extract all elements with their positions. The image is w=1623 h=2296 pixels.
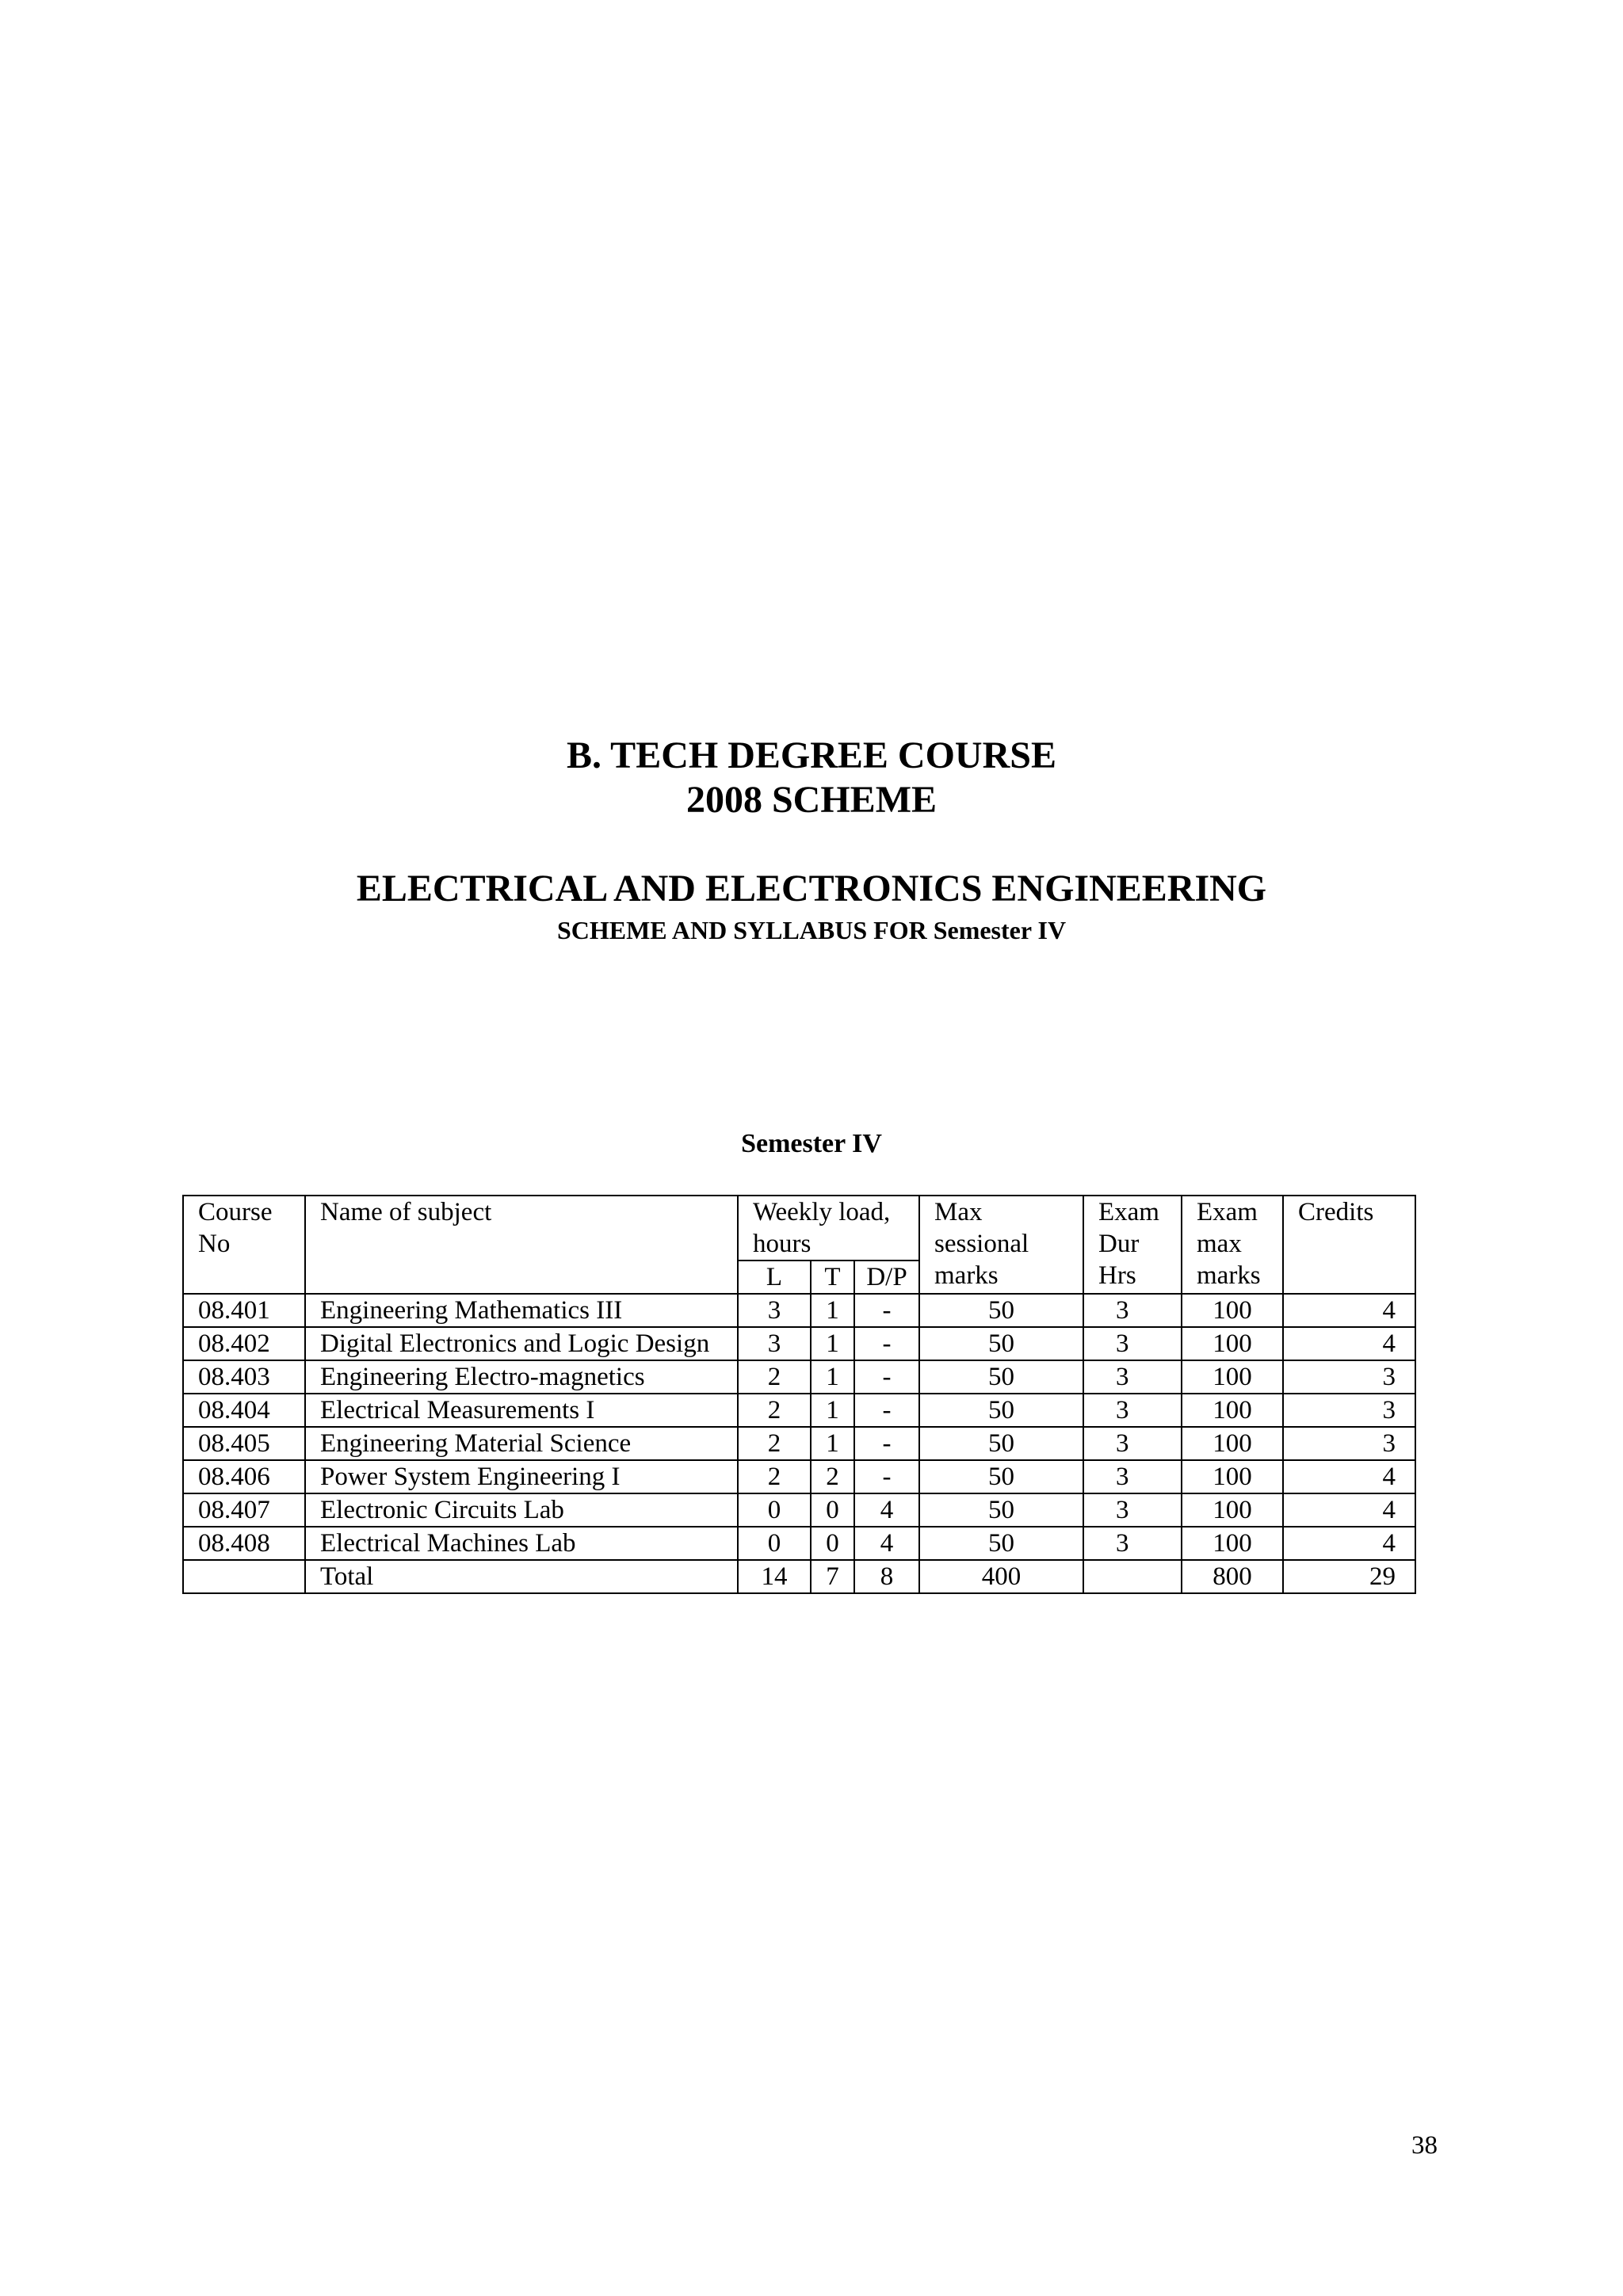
credits-cell: 4 — [1283, 1327, 1415, 1360]
sessional-cell: 50 — [919, 1327, 1083, 1360]
tutorial-cell: 2 — [811, 1460, 854, 1493]
table-row — [183, 1427, 1415, 1460]
exam-max-cell: 100 — [1182, 1527, 1283, 1560]
tutorial-cell: 0 — [811, 1527, 854, 1560]
credits-cell: 4 — [1283, 1493, 1415, 1527]
page-number: 38 — [1411, 2131, 1438, 2160]
table-row — [183, 1493, 1415, 1527]
table-row — [183, 1394, 1415, 1427]
subject-name-cell: Digital Electronics and Logic Design — [305, 1327, 738, 1360]
header-l: L — [738, 1261, 811, 1294]
table-row — [183, 1460, 1415, 1493]
lecture-cell: 0 — [738, 1527, 811, 1560]
total-lecture-cell: 14 — [738, 1560, 811, 1593]
credits-cell: 3 — [1283, 1427, 1415, 1460]
total-sessional-cell: 400 — [919, 1560, 1083, 1593]
course-no-cell: 08.405 — [183, 1427, 305, 1460]
subject-name-cell: Electrical Measurements I — [305, 1394, 738, 1427]
exam-dur-cell: 3 — [1083, 1294, 1182, 1327]
exam-max-cell: 100 — [1182, 1427, 1283, 1460]
table-row — [183, 1327, 1415, 1360]
sessional-cell: 50 — [919, 1527, 1083, 1560]
header-row — [183, 1196, 1415, 1261]
practical-cell: - — [854, 1427, 919, 1460]
subject-name-cell: Electrical Machines Lab — [305, 1527, 738, 1560]
sessional-cell: 50 — [919, 1394, 1083, 1427]
exam-dur-cell: 3 — [1083, 1427, 1182, 1460]
total-credits-cell: 29 — [1283, 1560, 1415, 1593]
lecture-cell: 2 — [738, 1394, 811, 1427]
sessional-cell: 50 — [919, 1493, 1083, 1527]
subject-name-cell: Electronic Circuits Lab — [305, 1493, 738, 1527]
credits-cell: 3 — [1283, 1360, 1415, 1394]
header-exam-dur: Exam Dur Hrs — [1083, 1196, 1182, 1294]
lecture-cell: 2 — [738, 1427, 811, 1460]
exam-max-cell: 100 — [1182, 1294, 1283, 1327]
total-course-no-cell — [183, 1560, 305, 1593]
exam-dur-cell: 3 — [1083, 1327, 1182, 1360]
tutorial-cell: 1 — [811, 1327, 854, 1360]
sessional-cell: 50 — [919, 1427, 1083, 1460]
practical-cell: - — [854, 1294, 919, 1327]
lecture-cell: 2 — [738, 1360, 811, 1394]
total-practical-cell: 8 — [854, 1560, 919, 1593]
course-no-cell: 08.401 — [183, 1294, 305, 1327]
course-title: B. TECH DEGREE COURSE — [567, 734, 1056, 776]
subject-name-cell: Engineering Material Science — [305, 1427, 738, 1460]
course-no-cell: 08.408 — [183, 1527, 305, 1560]
practical-cell: - — [854, 1460, 919, 1493]
table-row — [183, 1360, 1415, 1394]
course-no-cell: 08.404 — [183, 1394, 305, 1427]
exam-dur-cell: 3 — [1083, 1394, 1182, 1427]
table-row — [183, 1294, 1415, 1327]
sessional-cell: 50 — [919, 1460, 1083, 1493]
course-no-cell: 08.406 — [183, 1460, 305, 1493]
header-course-no: Course No — [183, 1196, 305, 1294]
total-tutorial-cell: 7 — [811, 1560, 854, 1593]
exam-max-cell: 100 — [1182, 1394, 1283, 1427]
tutorial-cell: 1 — [811, 1394, 854, 1427]
practical-cell: 4 — [854, 1527, 919, 1560]
exam-dur-cell: 3 — [1083, 1527, 1182, 1560]
lecture-cell: 0 — [738, 1493, 811, 1527]
credits-cell: 4 — [1283, 1294, 1415, 1327]
tutorial-cell: 1 — [811, 1294, 854, 1327]
lecture-cell: 3 — [738, 1327, 811, 1360]
header-credits: Credits — [1283, 1196, 1415, 1294]
header-exam-max: Exam max marks — [1182, 1196, 1283, 1294]
exam-dur-cell: 3 — [1083, 1493, 1182, 1527]
credits-cell: 3 — [1283, 1394, 1415, 1427]
total-exam-max-cell: 800 — [1182, 1560, 1283, 1593]
scheme-table — [182, 1195, 1416, 1594]
sessional-cell: 50 — [919, 1294, 1083, 1327]
practical-cell: - — [854, 1360, 919, 1394]
sessional-cell: 50 — [919, 1360, 1083, 1394]
credits-cell: 4 — [1283, 1527, 1415, 1560]
practical-cell: - — [854, 1327, 919, 1360]
tutorial-cell: 0 — [811, 1493, 854, 1527]
header-weekly-load: Weekly load, hours — [738, 1196, 919, 1261]
course-no-cell: 08.403 — [183, 1360, 305, 1394]
scheme-title: 2008 SCHEME — [685, 779, 938, 821]
exam-dur-cell: 3 — [1083, 1460, 1182, 1493]
subject-name-cell: Engineering Mathematics III — [305, 1294, 738, 1327]
total-exam-dur-cell — [1083, 1560, 1182, 1593]
total-row — [183, 1560, 1415, 1593]
subject-name-cell: Power System Engineering I — [305, 1460, 738, 1493]
total-label-cell: Total — [305, 1560, 738, 1593]
course-no-cell: 08.407 — [183, 1493, 305, 1527]
header-dp: D/P — [854, 1261, 919, 1294]
subject-name-cell: Engineering Electro-magnetics — [305, 1360, 738, 1394]
tutorial-cell: 1 — [811, 1360, 854, 1394]
exam-max-cell: 100 — [1182, 1360, 1283, 1394]
practical-cell: 4 — [854, 1493, 919, 1527]
tutorial-cell: 1 — [811, 1427, 854, 1460]
header-t: T — [811, 1261, 854, 1294]
lecture-cell: 3 — [738, 1294, 811, 1327]
header-subject-name: Name of subject — [305, 1196, 738, 1294]
table-row — [183, 1527, 1415, 1560]
exam-max-cell: 100 — [1182, 1327, 1283, 1360]
lecture-cell: 2 — [738, 1460, 811, 1493]
exam-max-cell: 100 — [1182, 1460, 1283, 1493]
department-title: ELECTRICAL AND ELECTRONICS ENGINEERING — [356, 868, 1267, 910]
exam-dur-cell: 3 — [1083, 1360, 1182, 1394]
credits-cell: 4 — [1283, 1460, 1415, 1493]
practical-cell: - — [854, 1394, 919, 1427]
syllabus-subtitle: SCHEME AND SYLLABUS FOR Semester IV — [556, 916, 1067, 944]
exam-max-cell: 100 — [1182, 1493, 1283, 1527]
course-no-cell: 08.402 — [183, 1327, 305, 1360]
semester-label: Semester IV — [741, 1129, 882, 1158]
header-max-sessional: Max sessional marks — [919, 1196, 1083, 1294]
